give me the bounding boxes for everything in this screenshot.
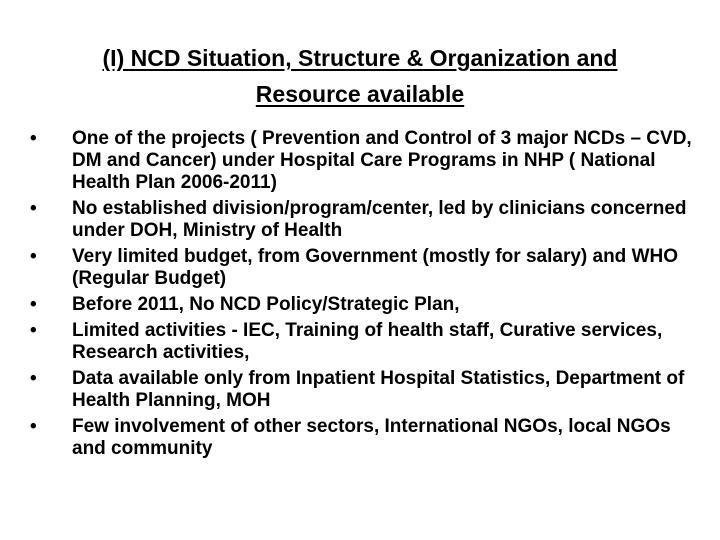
bullet-item: • One of the projects ( Prevention and Control of 3 major NCDs – CVD, DM and Cancer) under Hospital Care Programs in NHP ( National Health Plan 2006-2011) bbox=[30, 128, 698, 194]
slide-title-line-1: (I) NCD Situation, Structure & Organization and bbox=[102, 45, 618, 71]
bullet-list bbox=[30, 128, 698, 464]
slide-title-line-2: Resource available bbox=[255, 81, 465, 107]
bullet-item: • No established division/program/center, led by clinicians concerned under DOH, Ministry of Health bbox=[30, 198, 698, 242]
bullet-item: • Very limited budget, from Government (mostly for salary) and WHO (Regular Budget) bbox=[30, 246, 698, 290]
bullet-item: • Limited activities - IEC, Training of health staff, Curative services, Research activities, bbox=[30, 320, 698, 364]
bullet-item: • Before 2011, No NCD Policy/Strategic Plan, bbox=[30, 294, 698, 316]
bullet-item: • Few involvement of other sectors, International NGOs, local NGOs and community bbox=[30, 416, 698, 460]
bullet-item: • Data available only from Inpatient Hospital Statistics, Department of Health Planning, MOH bbox=[30, 368, 698, 412]
slide-title bbox=[20, 40, 700, 112]
